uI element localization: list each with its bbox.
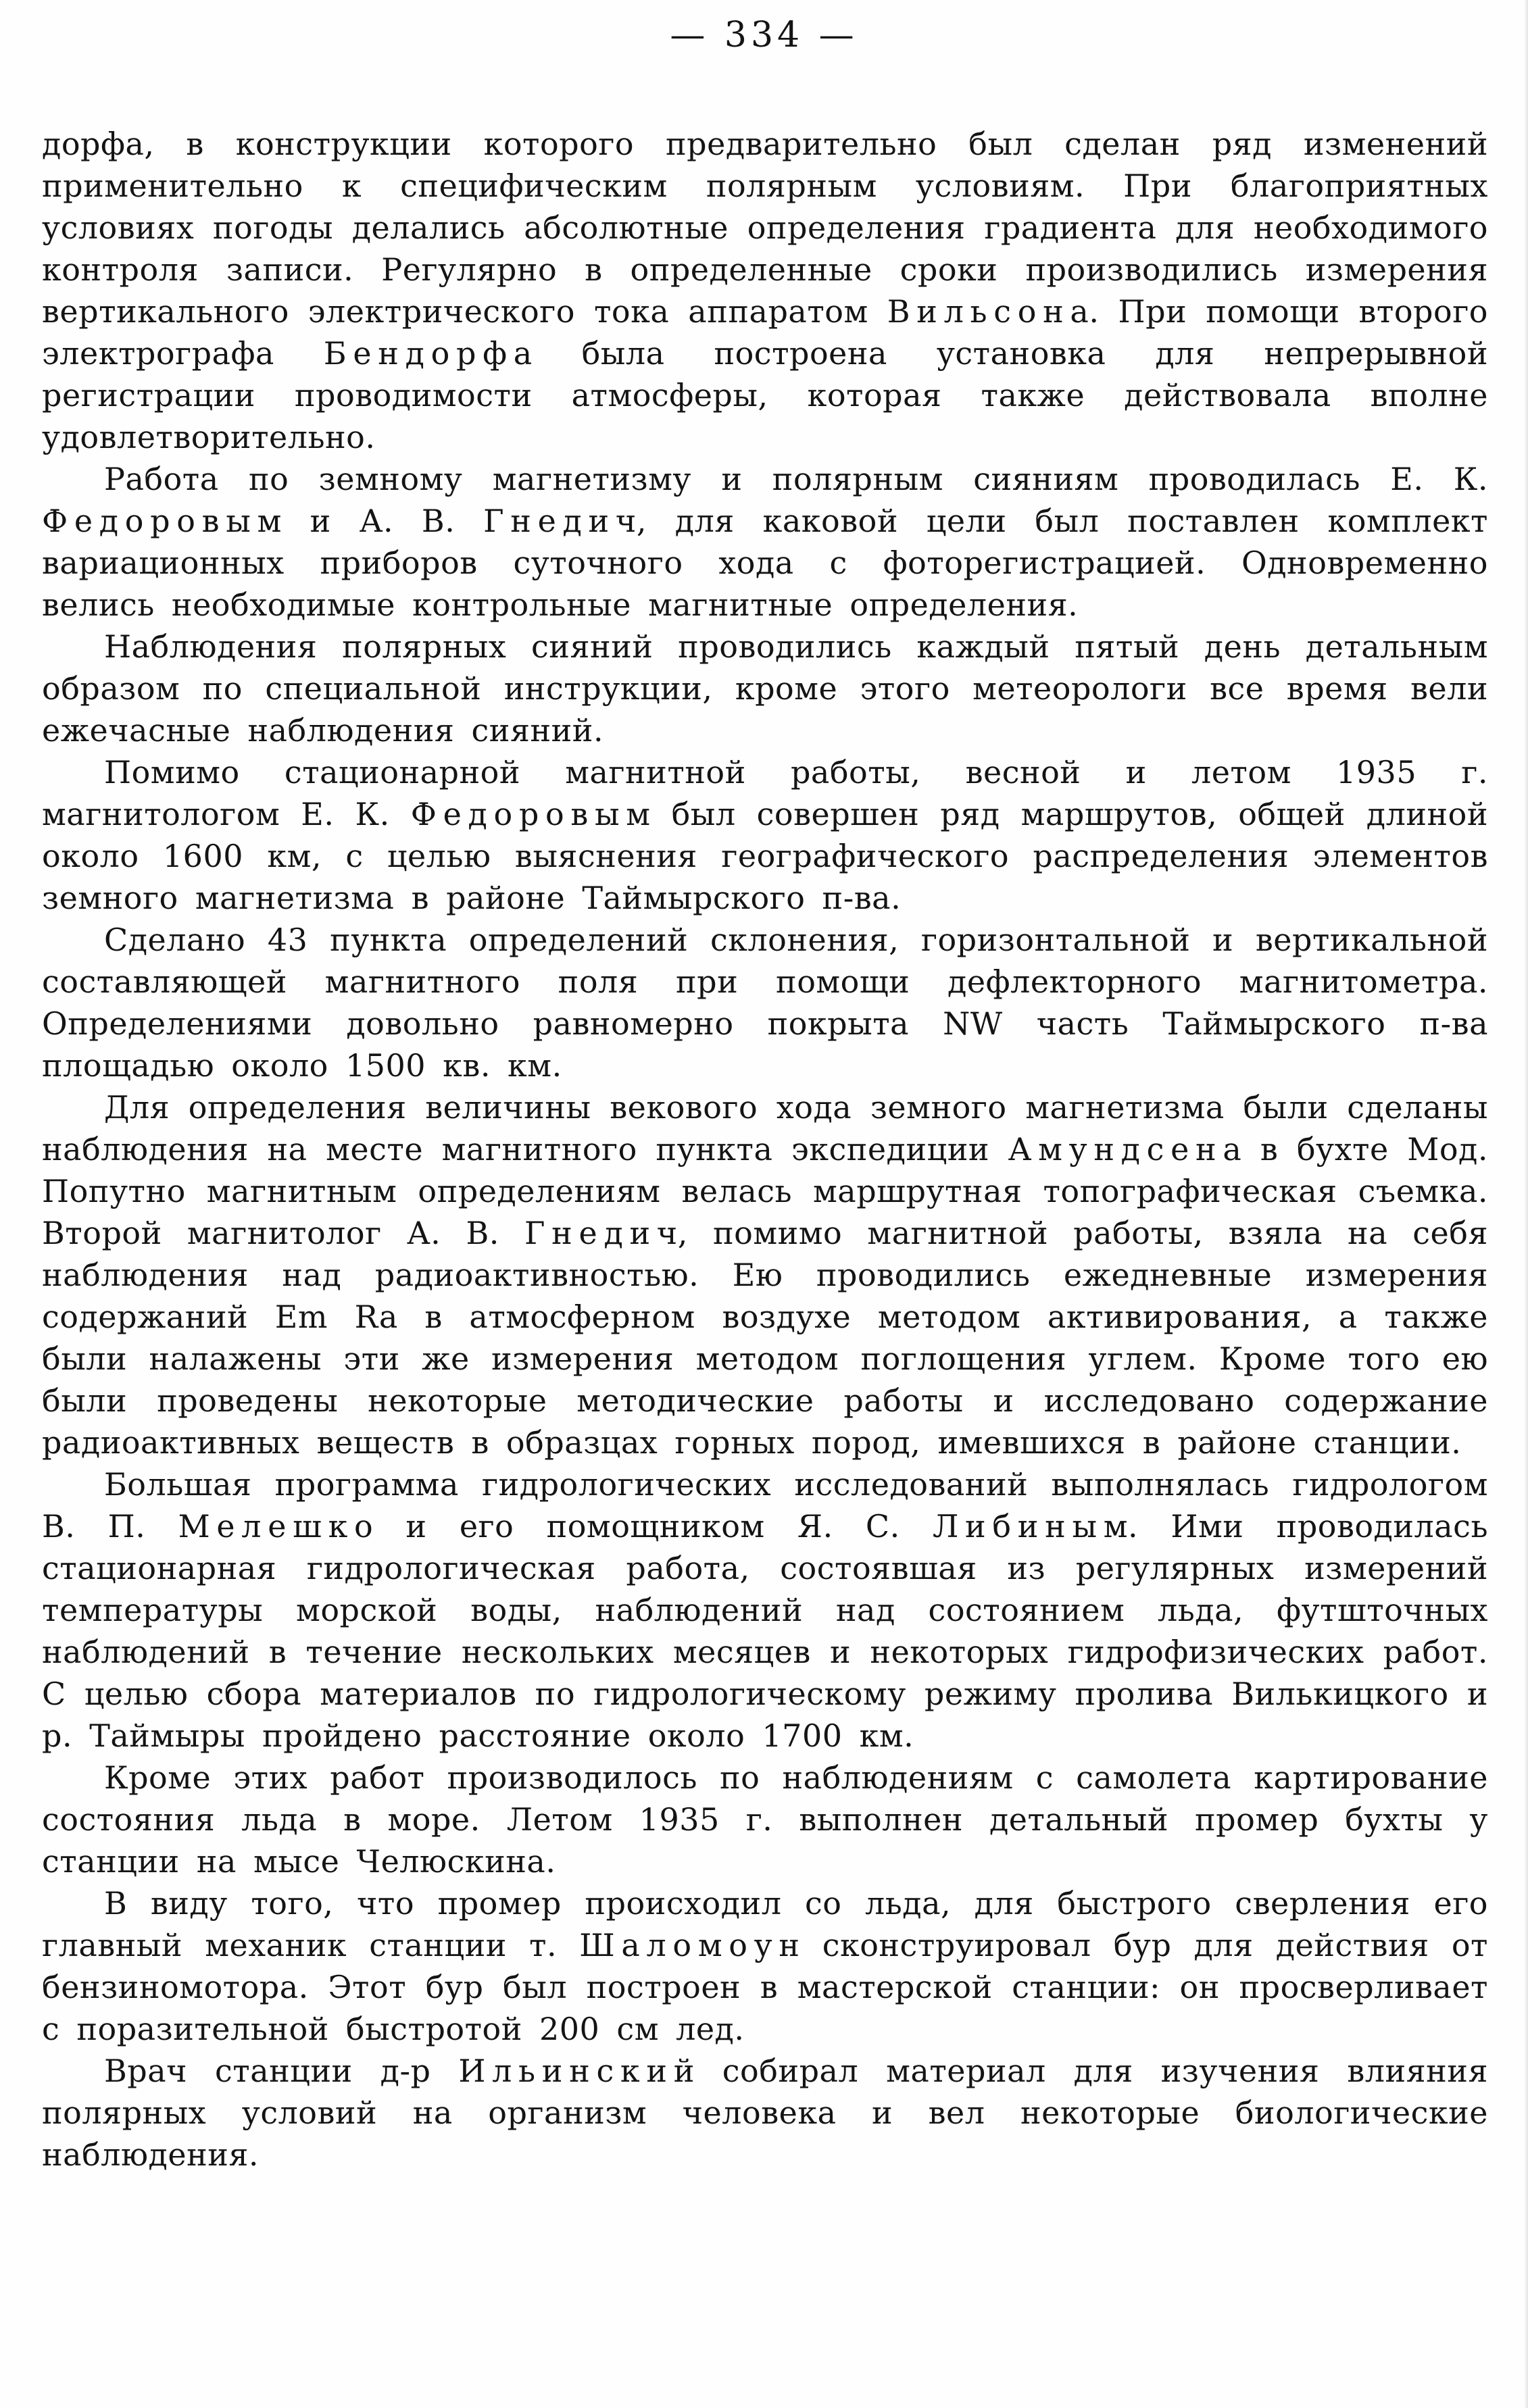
paragraph: Врач станции д-р И л ь и н с к и й собирал материал для изучения влияния полярных условий на организм человека и вел некоторые биологические наблюдения. xyxy=(42,2053,1488,2173)
paragraph: Большая программа гидрологических исследований выполнялась гидрологом В. П. М е л е ш к о и его помощником Я. С. Л и б и н ы м. Ими проводилась стационарная гидрологическая работа, состоявшая из регулярных измерений температуры морской воды, наблюдений над состоянием льда, футшточных наблюдений в течение нескольких месяцев и некоторых гидрофизических работ. С целью сбора материалов по гидрологическому режиму пролива Вилькицкого и р. Таймыры пройдено расстояние около 1700 км. xyxy=(42,1466,1488,1754)
page-number: — 334 — xyxy=(670,15,858,55)
body-text xyxy=(42,123,1488,2176)
paragraph: В виду того, что промер происходил со льда, для быстрого сверления его главный механик станции т. Ш а л о м о у н сконструировал бур для действия от бензиномотора. Этот бур был построен в мастерской станции: он просверливает с поразительной быстротой 200 см лед. xyxy=(42,1885,1488,2047)
paragraph: Работа по земному магнетизму и полярным сияниям проводилась Е. К. Ф е д о р о в ы м и А. В. Г н е д и ч, для каковой цели был поставлен комплект вариационных приборов суточного хода с фоторегистрацией. Одновременно велись необходимые контрольные магнитные определения. xyxy=(42,461,1488,623)
scan-edge-shadow xyxy=(1524,0,1528,2408)
paragraph: Наблюдения полярных сияний проводились каждый пятый день детальным образом по специальной инструкции, кроме этого метеорологи все время вели ежечасные наблюдения сияний. xyxy=(42,628,1488,749)
paragraph: Сделано 43 пункта определений склонения, горизонтальной и вертикальной составляющей магнитного поля при помощи дефлекторного магнитометра. Определениями довольно равномерно покрыта NW часть Таймырского п-ва площадью около 1500 кв. км. xyxy=(42,922,1488,1084)
paragraph: дорфа, в конструкции которого предварительно был сделан ряд изменений применительно к специфическим полярным условиям. При благоприятных условиях погоды делались абсолютные определения градиента для необходимого контроля записи. Регулярно в определенные сроки производились измерения вертикального электрического тока аппаратом В и л ь с о н а. При помощи второго электрографа Б е н д о р ф а была построена установка для непрерывной регистрации проводимости атмосферы, которая также действовала вполне удовлетворительно. xyxy=(42,126,1488,455)
paragraph: Помимо стационарной магнитной работы, весной и летом 1935 г. магнитологом Е. К. Ф е д о р о в ы м был совершен ряд маршрутов, общей длиной около 1600 км, с целью выяснения географического распределения элементов земного магнетизма в районе Таймырского п-ва. xyxy=(42,754,1488,916)
paragraph: Для определения величины векового хода земного магнетизма были сделаны наблюдения на месте магнитного пункта экспедиции А м у н д с е н а в бухте Мод. Попутно магнитным определениям велась маршрутная топографическая съемка. Второй магнитолог А. В. Г н е д и ч, помимо магнитной работы, взяла на себя наблюдения над радиоактивностью. Ею проводились ежедневные измерения содержаний Em Ra в атмосферном воздухе методом активирования, а также были налажены эти же измерения методом поглощения углем. Кроме того ею были проведены некоторые методические работы и исследовано содержание радиоактивных веществ в образцах горных пород, имевшихся в районе станции. xyxy=(42,1089,1488,1461)
paragraph: Кроме этих работ производилось по наблюдениям с самолета картирование состояния льда в море. Летом 1935 г. выполнен детальный промер бухты у станции на мысе Челюскина. xyxy=(42,1759,1488,1880)
